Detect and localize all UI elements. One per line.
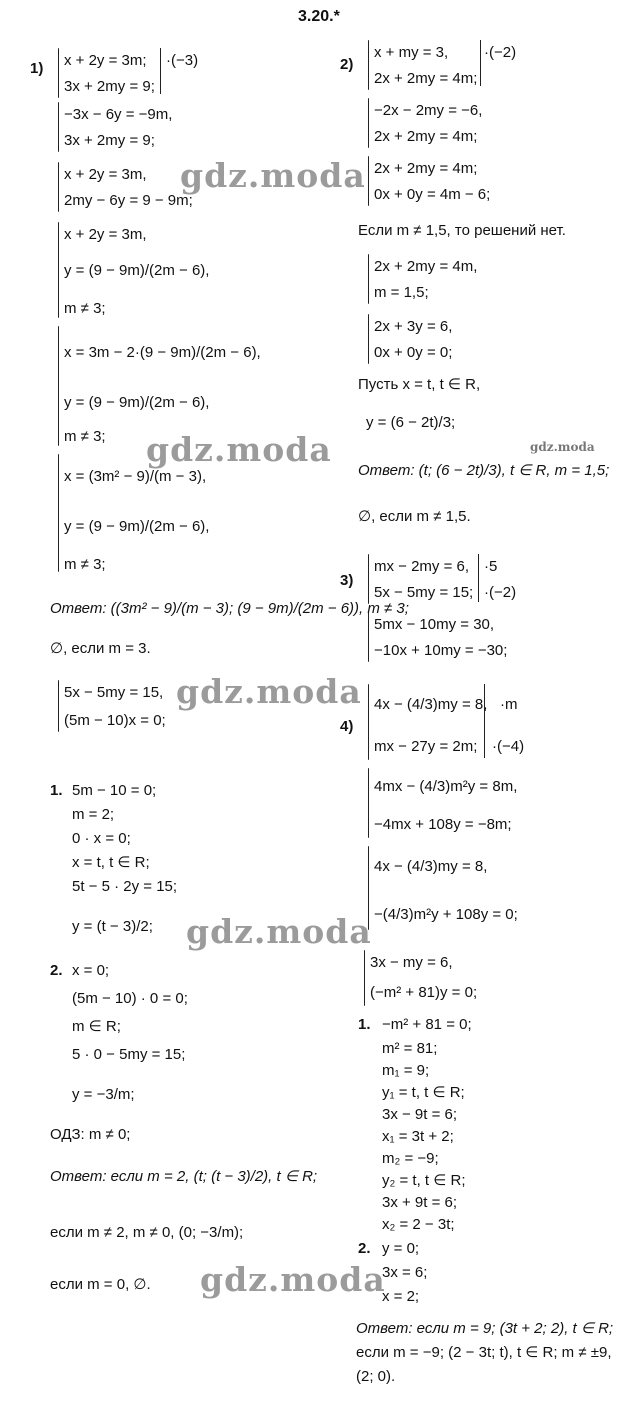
left-line: m ≠ 3; (64, 428, 106, 445)
left-line: m ≠ 3; (64, 300, 106, 317)
right-line: −2x − 2my = −6, (374, 102, 483, 119)
left-line: x + 2y = 3m; (64, 52, 147, 69)
left-line: 1. (50, 782, 63, 799)
right-line: −10x + 10my = −30; (374, 642, 508, 659)
left-line: y = (t − 3)/2; (72, 918, 153, 935)
right-line: ·(−2) (484, 584, 517, 601)
left-line: x = 0; (72, 962, 110, 979)
left-line: x = t, t ∈ R; (72, 854, 150, 871)
right-line: 5mx − 10my = 30, (374, 616, 495, 633)
right-line: 5x − 5my = 15; (374, 584, 474, 601)
right-line: 3x = 6; (382, 1264, 428, 1281)
right-line: 4) (340, 718, 354, 735)
left-line: ∅, если m = 3. (50, 640, 151, 657)
right-line: ∅, если m ≠ 1,5. (358, 508, 471, 525)
right-line: 4x − (4/3)my = 8, (374, 696, 488, 713)
right-line: 2) (340, 56, 354, 73)
left-line: x + 2y = 3m, (64, 226, 147, 243)
right-line: m = 1,5; (374, 284, 429, 301)
left-line: y = (9 − 9m)/(2m − 6), (64, 518, 210, 535)
left-line: (5m − 10)x = 0; (64, 712, 166, 729)
right-line: Ответ: (t; (6 − 2t)/3), t ∈ R, m = 1,5; (358, 462, 610, 479)
left-line: 2. (50, 962, 63, 979)
watermark: gdz.moda (176, 672, 362, 711)
right-line: если m = −9; (2 − 3t; t), t ∈ R; m ≠ ±9, (356, 1344, 612, 1361)
watermark: gdz.moda (146, 430, 332, 469)
right-line: ·(−2) (484, 44, 517, 61)
right-line: Пусть x = t, t ∈ R, (358, 376, 481, 393)
left-line: x + 2y = 3m, (64, 166, 147, 183)
right-line: 2x + 3y = 6, (374, 318, 453, 335)
right-line: m² = 81; (382, 1040, 438, 1057)
left-line: y = −3/m; (72, 1086, 135, 1103)
watermark: gdz.moda (186, 912, 372, 951)
right-line: 2x + 2my = 4m, (374, 258, 478, 275)
left-line: 3x + 2my = 9; (64, 78, 155, 95)
right-line: ·(−4) (492, 738, 525, 755)
right-line: y₁ = t, t ∈ R; (382, 1084, 465, 1101)
right-line: 3) (340, 572, 354, 589)
right-line: 3x − my = 6, (370, 954, 453, 971)
watermark: gdz.moda (200, 1260, 386, 1299)
left-line: Ответ: ((3m² − 9)/(m − 3); (9 − 9m)/(2m − 6)), m ≠ 3; (50, 600, 409, 617)
left-line: если m = 0, ∅. (50, 1276, 151, 1293)
right-line: 2x + 2my = 4m; (374, 128, 478, 145)
right-line: x = 2; (382, 1288, 420, 1305)
right-line: −(4/3)m²y + 108y = 0; (374, 906, 518, 923)
right-line: y = (6 − 2t)/3; (366, 414, 456, 431)
left-line: ОДЗ: m ≠ 0; (50, 1126, 131, 1143)
right-line: 2. (358, 1240, 371, 1257)
right-line: x + my = 3, (374, 44, 449, 61)
right-line: m₁ = 9; (382, 1062, 430, 1079)
left-line: (5m − 10) · 0 = 0; (72, 990, 188, 1007)
right-line: ·m (500, 696, 518, 713)
left-line: −3x − 6y = −9m, (64, 106, 173, 123)
right-line: −m² + 81 = 0; (382, 1016, 472, 1033)
left-line: 5x − 5my = 15, (64, 684, 164, 701)
exercise-title: 3.20.* (298, 8, 340, 25)
right-line: y = 0; (382, 1240, 420, 1257)
right-line: 0x + 0y = 0; (374, 344, 453, 361)
left-line: y = (9 − 9m)/(2m − 6), (64, 262, 210, 279)
right-line: Если m ≠ 1,5, то решений нет. (358, 222, 566, 239)
right-line: ·5 (484, 558, 498, 575)
right-line: 4x − (4/3)my = 8, (374, 858, 488, 875)
left-line: если m ≠ 2, m ≠ 0, (0; −3/m); (50, 1224, 244, 1241)
left-line: m ≠ 3; (64, 556, 106, 573)
right-line: (−m² + 81)y = 0; (370, 984, 478, 1001)
right-line: m₂ = −9; (382, 1150, 439, 1167)
right-line: 3x + 9t = 6; (382, 1194, 458, 1211)
left-line: 5m − 10 = 0; (72, 782, 157, 799)
right-line: 3x − 9t = 6; (382, 1106, 458, 1123)
right-line: 2x + 2my = 4m; (374, 70, 478, 87)
left-line: 5 · 0 − 5my = 15; (72, 1046, 186, 1063)
left-line: 2my − 6y = 9 − 9m; (64, 192, 193, 209)
right-line: −4mx + 108y = −8m; (374, 816, 512, 833)
right-line: Ответ: если m = 9; (3t + 2; 2), t ∈ R; (356, 1320, 614, 1337)
right-line: mx − 2my = 6, (374, 558, 470, 575)
right-line: 4mx − (4/3)m²y = 8m, (374, 778, 518, 795)
right-line: 0x + 0y = 4m − 6; (374, 186, 491, 203)
left-line: m ∈ R; (72, 1018, 121, 1035)
right-line: x₁ = 3t + 2; (382, 1128, 454, 1145)
left-line: 5t − 5 · 2y = 15; (72, 878, 178, 895)
left-line: 0 · x = 0; (72, 830, 131, 847)
right-line: y₂ = t, t ∈ R; (382, 1172, 466, 1189)
right-line: 2x + 2my = 4m; (374, 160, 478, 177)
left-line: 3x + 2my = 9; (64, 132, 155, 149)
right-line: (2; 0). (356, 1368, 396, 1385)
watermark: gdz.moda (180, 156, 366, 195)
left-line: 1) (30, 60, 44, 77)
left-line: x = 3m − 2·(9 − 9m)/(2m − 6), (64, 344, 261, 361)
right-line: 1. (358, 1016, 371, 1033)
left-line: m = 2; (72, 806, 115, 823)
watermark-small: gdz.moda (530, 440, 595, 454)
left-line: ·(−3) (166, 52, 199, 69)
left-line: Ответ: если m = 2, (t; (t − 3)/2), t ∈ R; (50, 1168, 318, 1185)
right-line: mx − 27y = 2m; (374, 738, 478, 755)
left-line: x = (3m² − 9)/(m − 3), (64, 468, 207, 485)
left-line: y = (9 − 9m)/(2m − 6), (64, 394, 210, 411)
right-line: x₂ = 2 − 3t; (382, 1216, 455, 1233)
